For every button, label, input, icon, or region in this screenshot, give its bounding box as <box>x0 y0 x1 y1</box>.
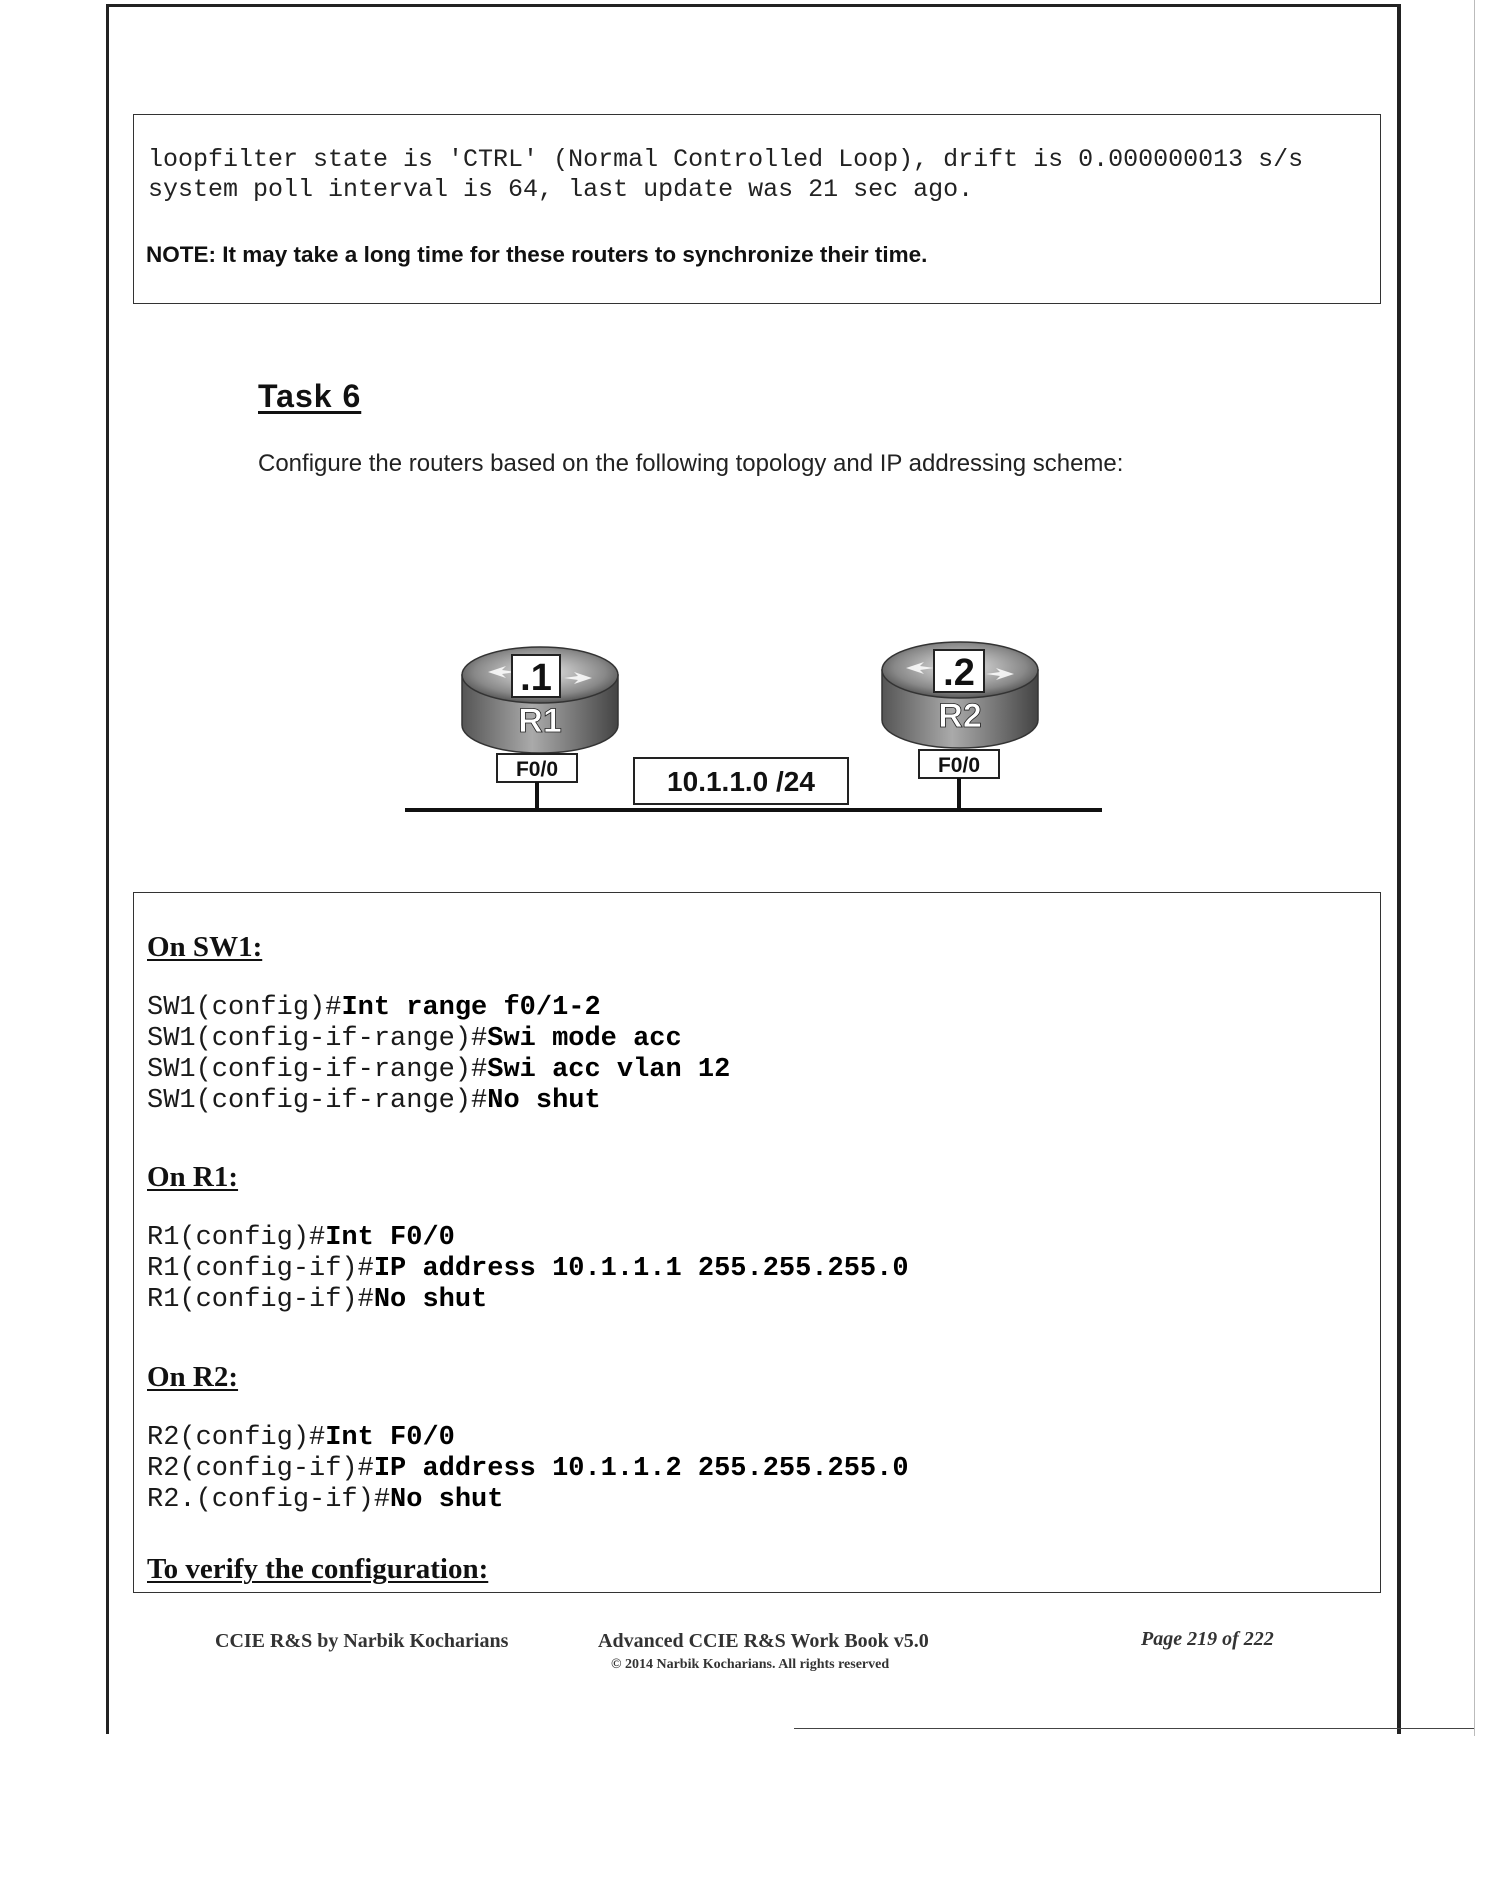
config-box-bottom-border <box>133 1592 1381 1593</box>
sw1-heading: On SW1: <box>147 931 263 963</box>
config-line: R2(config)#Int F0/0 <box>147 1423 455 1453</box>
task-heading: Task 6 <box>258 378 362 414</box>
config-box <box>133 892 1381 1592</box>
verify-heading: To verify the configuration: <box>147 1553 489 1585</box>
r1-host-label: .1 <box>520 657 552 699</box>
output-line-2: system poll interval is 64, last update was 21 sec ago. <box>148 175 974 204</box>
config-line: R2.(config-if)#No shut <box>147 1485 504 1515</box>
r1-interface-label: F0/0 <box>515 758 559 781</box>
config-line: SW1(config)#Int range f0/1-2 <box>147 993 601 1023</box>
config-line: R1(config-if)#IP address 10.1.1.1 255.255.255.0 <box>147 1254 909 1284</box>
config-line: SW1(config-if-range)#Swi mode acc <box>147 1024 682 1054</box>
r2-interface-label: F0/0 <box>937 754 981 777</box>
router-r2 <box>882 642 1038 810</box>
r1-heading: On R1: <box>147 1161 239 1193</box>
r2-host-label: .2 <box>943 652 975 694</box>
output-box <box>133 114 1381 304</box>
task-instruction: Configure the routers based on the following topology and IP addressing scheme: <box>258 450 1124 477</box>
config-line: SW1(config-if-range)#Swi acc vlan 12 <box>147 1055 731 1085</box>
config-line: SW1(config-if-range)#No shut <box>147 1086 601 1116</box>
r2-name-label: R2 <box>938 697 982 735</box>
subnet-label: 10.1.1.0 /24 <box>667 766 815 797</box>
router-r1 <box>462 647 618 810</box>
config-line: R1(config)#Int F0/0 <box>147 1223 455 1253</box>
bottom-rule <box>794 1728 1474 1729</box>
config-line: R2(config-if)#IP address 10.1.1.2 255.255.255.0 <box>147 1454 909 1484</box>
note-text: NOTE: It may take a long time for these routers to synchronize their time. <box>146 242 928 267</box>
output-line-1: loopfilter state is 'CTRL' (Normal Controlled Loop), drift is 0.000000013 s/s <box>148 145 1304 174</box>
footer-author: CCIE R&S by Narbik Kocharians <box>215 1630 509 1652</box>
r1-name-label: R1 <box>518 702 562 740</box>
topology-diagram <box>400 630 1110 830</box>
r2-heading: On R2: <box>147 1361 239 1393</box>
side-rule <box>1474 0 1475 1736</box>
footer-title: Advanced CCIE R&S Work Book v5.0 <box>598 1630 929 1652</box>
footer-copyright: © 2014 Narbik Kocharians. All rights reserved <box>611 1657 890 1672</box>
config-line: R1(config-if)#No shut <box>147 1285 488 1315</box>
footer-page-number: Page 219 of 222 <box>1141 1628 1274 1650</box>
